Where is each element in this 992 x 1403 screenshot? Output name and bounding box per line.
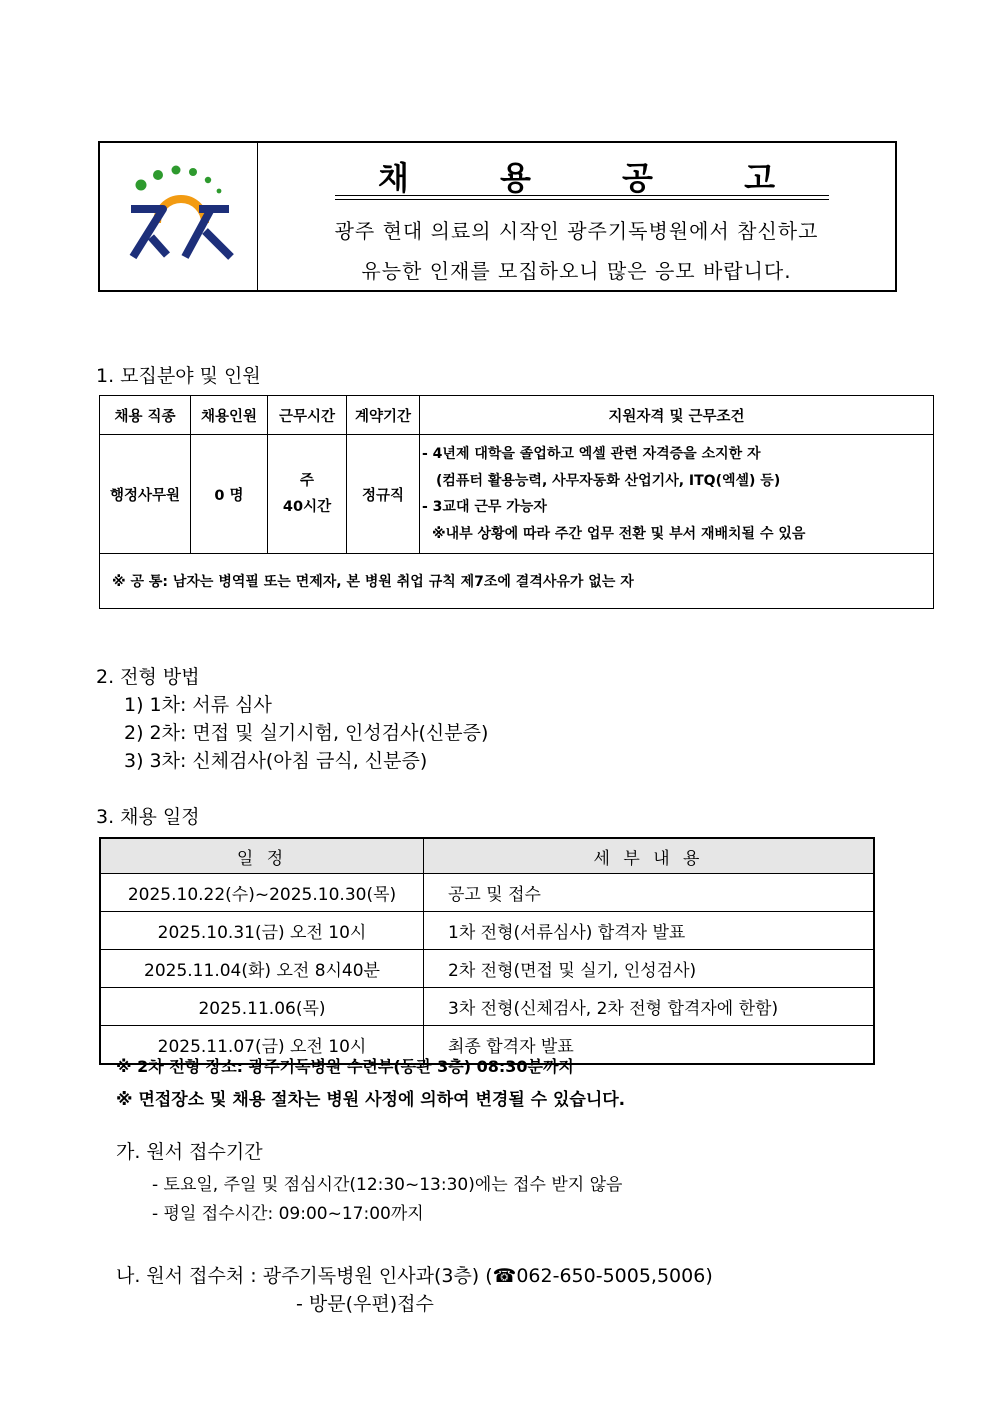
period-item: - 평일 접수시간: 09:00~17:00까지 — [152, 1204, 424, 1224]
page-title: 채 용 공 고 — [377, 159, 816, 197]
schedule-note: ※ 2차 전형 장소: 광주기독병원 수련부(동관 3층) 08:30분까지 — [116, 1057, 574, 1076]
schedule-header-row — [100, 838, 874, 874]
table-row — [100, 554, 934, 609]
schedule-table — [99, 837, 875, 1065]
table-row — [100, 988, 874, 1026]
table-row — [100, 912, 874, 950]
schedule-detail: 1차 전형(서류심사) 합격자 발표 — [424, 912, 875, 950]
hours-cell — [268, 435, 347, 554]
schedule-date: 2025.10.22(수)~2025.10.30(목) — [100, 874, 424, 912]
logo-cell — [100, 143, 258, 290]
title-double-rule — [335, 195, 829, 200]
schedule-date: 2025.11.06(목) — [100, 988, 424, 1026]
schedule-detail: 3차 전형(신체검사, 2차 전형 합격자에 한함) — [424, 988, 875, 1026]
qualifications-cell — [420, 435, 934, 554]
schedule-date: 2025.11.07(금) 오전 10시 — [100, 1026, 424, 1065]
recruit-table — [99, 395, 934, 609]
job-cell: 행정사무원 — [100, 435, 191, 554]
header-box — [98, 141, 897, 292]
header-detail: 세 부 내 용 — [424, 838, 875, 874]
common-note-cell: ※ 공 통: 남자는 병역필 또는 면제자, 본 병원 취업 규칙 제7조에 결격사유가 없는 자 — [100, 554, 934, 609]
selection-step: 3) 3차: 신체검사(아침 금식, 신분증) — [124, 750, 428, 772]
header-hours: 근무시간 — [268, 396, 347, 435]
title-cell — [258, 143, 895, 290]
qualification-line: ※내부 상황에 따라 주간 업무 전환 및 부서 재배치될 수 있음 — [432, 525, 806, 542]
selection-step: 2) 2차: 면접 및 실기시험, 인성검사(신분증) — [124, 722, 489, 744]
place-title: 나. 원서 접수처 : 광주기독병원 인사과(3층) (☎062-650-5005,5006) — [116, 1265, 713, 1287]
period-item: - 토요일, 주일 및 점심시간(12:30~13:30)에는 접수 받지 않음 — [152, 1175, 623, 1195]
schedule-detail: 2차 전형(면접 및 실기, 인성검사) — [424, 950, 875, 988]
section1-title: 1. 모집분야 및 인원 — [96, 365, 261, 387]
table-row — [100, 950, 874, 988]
hospital-logo-icon — [125, 161, 235, 271]
header-date: 일 정 — [100, 838, 424, 874]
recruit-table-header-row — [100, 396, 934, 435]
header-contract: 계약기간 — [347, 396, 420, 435]
selection-step: 1) 1차: 서류 심사 — [124, 694, 272, 716]
schedule-note: ※ 면접장소 및 채용 절차는 병원 사정에 의하여 변경될 수 있습니다. — [116, 1090, 626, 1110]
period-title: 가. 원서 접수기간 — [116, 1141, 263, 1163]
qualification-line: (컴퓨터 활용능력, 사무자동화 산업기사, ITQ(엑셀) 등) — [436, 472, 781, 489]
contract-cell: 정규직 — [347, 435, 420, 554]
section2-title: 2. 전형 방법 — [96, 666, 200, 688]
section3-title: 3. 채용 일정 — [96, 806, 200, 828]
hours-line-2: 40시간 — [282, 499, 332, 515]
intro-line-1: 광주 현대 의료의 시작인 광주기독병원에서 참신하고 — [334, 219, 819, 243]
table-row — [100, 874, 874, 912]
header-job: 채용 직종 — [100, 396, 191, 435]
schedule-detail: 최종 합격자 발표 — [424, 1026, 875, 1065]
schedule-date: 2025.10.31(금) 오전 10시 — [100, 912, 424, 950]
hours-line-1: 주 — [299, 473, 314, 489]
schedule-date: 2025.11.04(화) 오전 8시40분 — [100, 950, 424, 988]
table-row — [100, 435, 934, 554]
qualification-line: - 3교대 근무 가능자 — [422, 499, 547, 515]
place-sub: - 방문(우편)접수 — [296, 1293, 434, 1315]
intro-line-2: 유능한 인재를 모집하오니 많은 응모 바랍니다. — [361, 259, 792, 283]
header-count: 채용인원 — [191, 396, 268, 435]
schedule-detail: 공고 및 접수 — [424, 874, 875, 912]
qualification-line: - 4년제 대학을 졸업하고 엑셀 관련 자격증을 소지한 자 — [422, 446, 761, 462]
header-qualifications: 지원자격 및 근무조건 — [420, 396, 934, 435]
count-cell: 0 명 — [191, 435, 268, 554]
